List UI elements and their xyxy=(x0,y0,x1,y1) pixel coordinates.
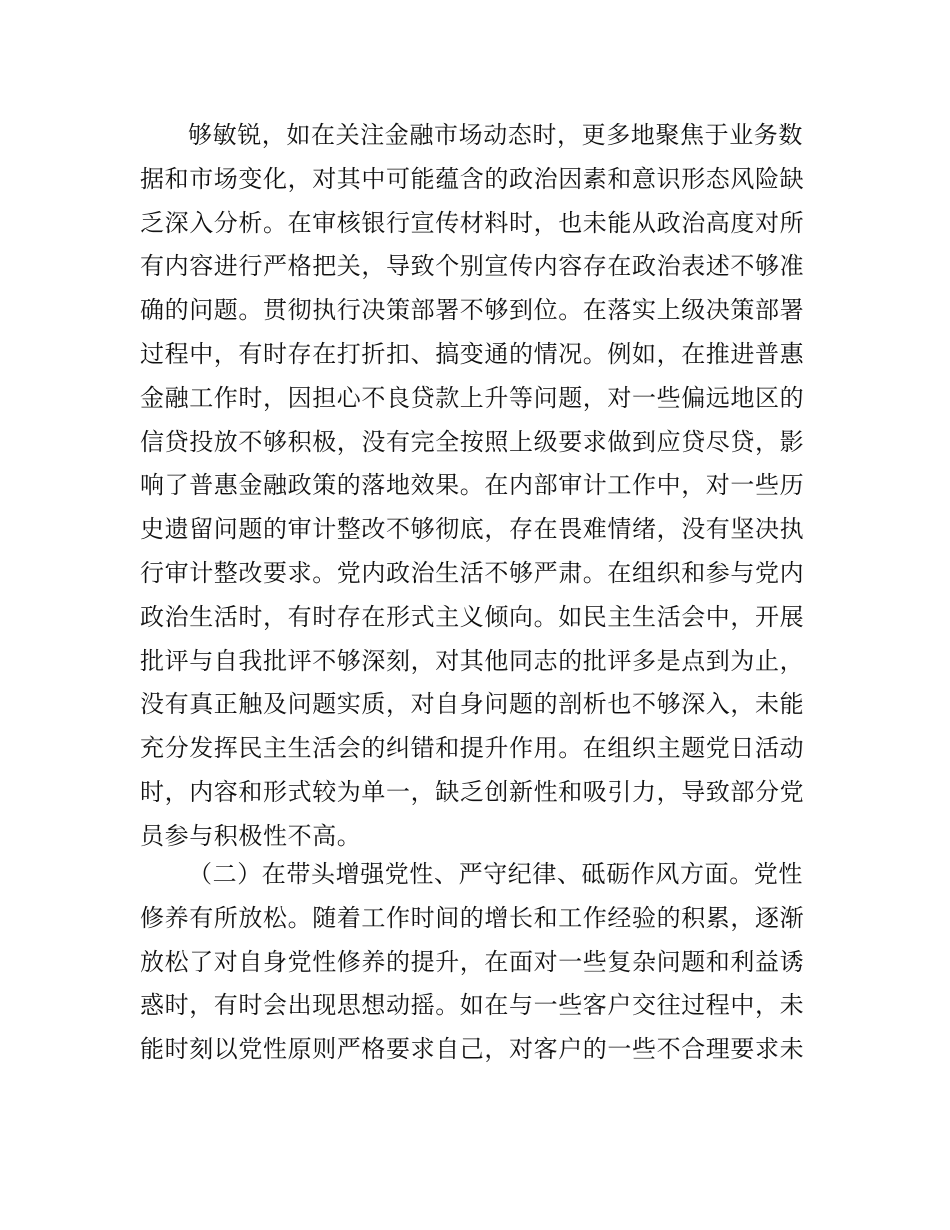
text-line: 批评与自我批评不够深刻，对其他同志的批评多是点到为止， xyxy=(140,646,805,675)
text-line: 金融工作时，因担心不良贷款上升等问题，对一些偏远地区的 xyxy=(140,383,805,412)
text-line: 能时刻以党性原则严格要求自己，对客户的一些不合理要求未 xyxy=(140,1035,805,1064)
text-line: 修养有所放松。随着工作时间的增长和工作经验的积累，逐渐 xyxy=(140,903,805,932)
paragraph-2 xyxy=(140,853,814,1072)
text-line: 据和市场变化，对其中可能蕴含的政治因素和意识形态风险缺 xyxy=(140,164,805,193)
text-line: 没有真正触及问题实质，对自身问题的剖析也不够深入，未能 xyxy=(140,690,805,719)
text-line: （二）在带头增强党性、严守纪律、砥砺作风方面。党性 xyxy=(188,860,803,888)
paragraph-1 xyxy=(140,114,814,859)
text-line: 过程中，有时存在打折扣、搞变通的情况。例如，在推进普惠 xyxy=(140,339,805,368)
text-line: 乏深入分析。在审核银行宣传材料时，也未能从政治高度对所 xyxy=(140,208,805,237)
text-line: 政治生活时，有时存在形式主义倾向。如民主生活会中，开展 xyxy=(140,602,805,631)
text-line: 确的问题。贯彻执行决策部署不够到位。在落实上级决策部署 xyxy=(140,296,805,325)
text-line: 史遗留问题的审计整改不够彻底，存在畏难情绪，没有坚决执 xyxy=(140,515,805,544)
text-line: 信贷投放不够积极，没有完全按照上级要求做到应贷尽贷，影 xyxy=(140,427,805,456)
text-line: 员参与积极性不高。 xyxy=(140,821,362,850)
text-line: 行审计整改要求。党内政治生活不够严肃。在组织和参与党内 xyxy=(140,558,805,587)
text-line: 惑时，有时会出现思想动摇。如在与一些客户交往过程中，未 xyxy=(140,991,805,1020)
text-line: 够敏锐，如在关注金融市场动态时，更多地聚焦于业务数 xyxy=(188,121,803,149)
text-line: 时，内容和形式较为单一，缺乏创新性和吸引力，导致部分党 xyxy=(140,777,805,806)
text-line: 充分发挥民主生活会的纠错和提升作用。在组织主题党日活动 xyxy=(140,734,805,763)
text-line: 响了普惠金融政策的落地效果。在内部审计工作中，对一些历 xyxy=(140,471,805,500)
text-line: 有内容进行严格把关，导致个别宣传内容存在政治表述不够准 xyxy=(140,252,805,281)
text-line: 放松了对自身党性修养的提升，在面对一些复杂问题和利益诱 xyxy=(140,947,805,976)
